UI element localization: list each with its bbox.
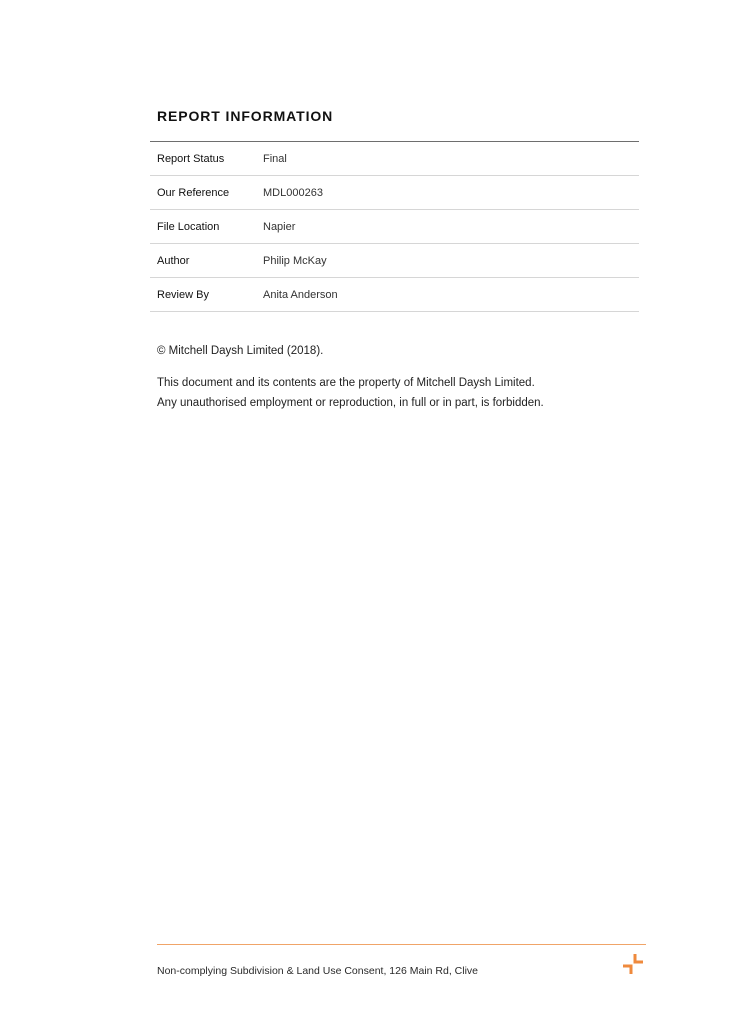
row-value: Anita Anderson — [263, 278, 639, 312]
row-label: Review By — [150, 278, 263, 312]
row-label: File Location — [150, 210, 263, 244]
ownership-notice — [157, 374, 544, 413]
row-label: Our Reference — [150, 176, 263, 210]
row-value: Philip McKay — [263, 244, 639, 278]
table-row — [150, 244, 639, 278]
notice-line: This document and its contents are the property of Mitchell Daysh Limited. — [157, 377, 535, 389]
notice-line: Any unauthorised employment or reproduction, in full or in part, is forbidden. — [157, 396, 544, 409]
page-title: REPORT INFORMATION — [157, 108, 334, 124]
row-label: Author — [150, 244, 263, 278]
row-label: Report Status — [150, 142, 263, 176]
copyright-notice: © Mitchell Daysh Limited (2018). — [157, 345, 324, 357]
brand-mark-lower — [624, 966, 631, 973]
table-row — [150, 142, 639, 176]
corner-brackets-icon — [623, 954, 643, 974]
brand-mark-upper — [635, 955, 642, 962]
table-row — [150, 278, 639, 312]
footer-document-title: Non-complying Subdivision & Land Use Consent, 126 Main Rd, Clive — [157, 965, 478, 977]
table-row — [150, 176, 639, 210]
table-row — [150, 210, 639, 244]
report-info-table — [150, 141, 639, 312]
row-value: MDL000263 — [263, 176, 639, 210]
row-value: Napier — [263, 210, 639, 244]
footer-divider — [157, 944, 646, 945]
row-value: Final — [263, 142, 639, 176]
